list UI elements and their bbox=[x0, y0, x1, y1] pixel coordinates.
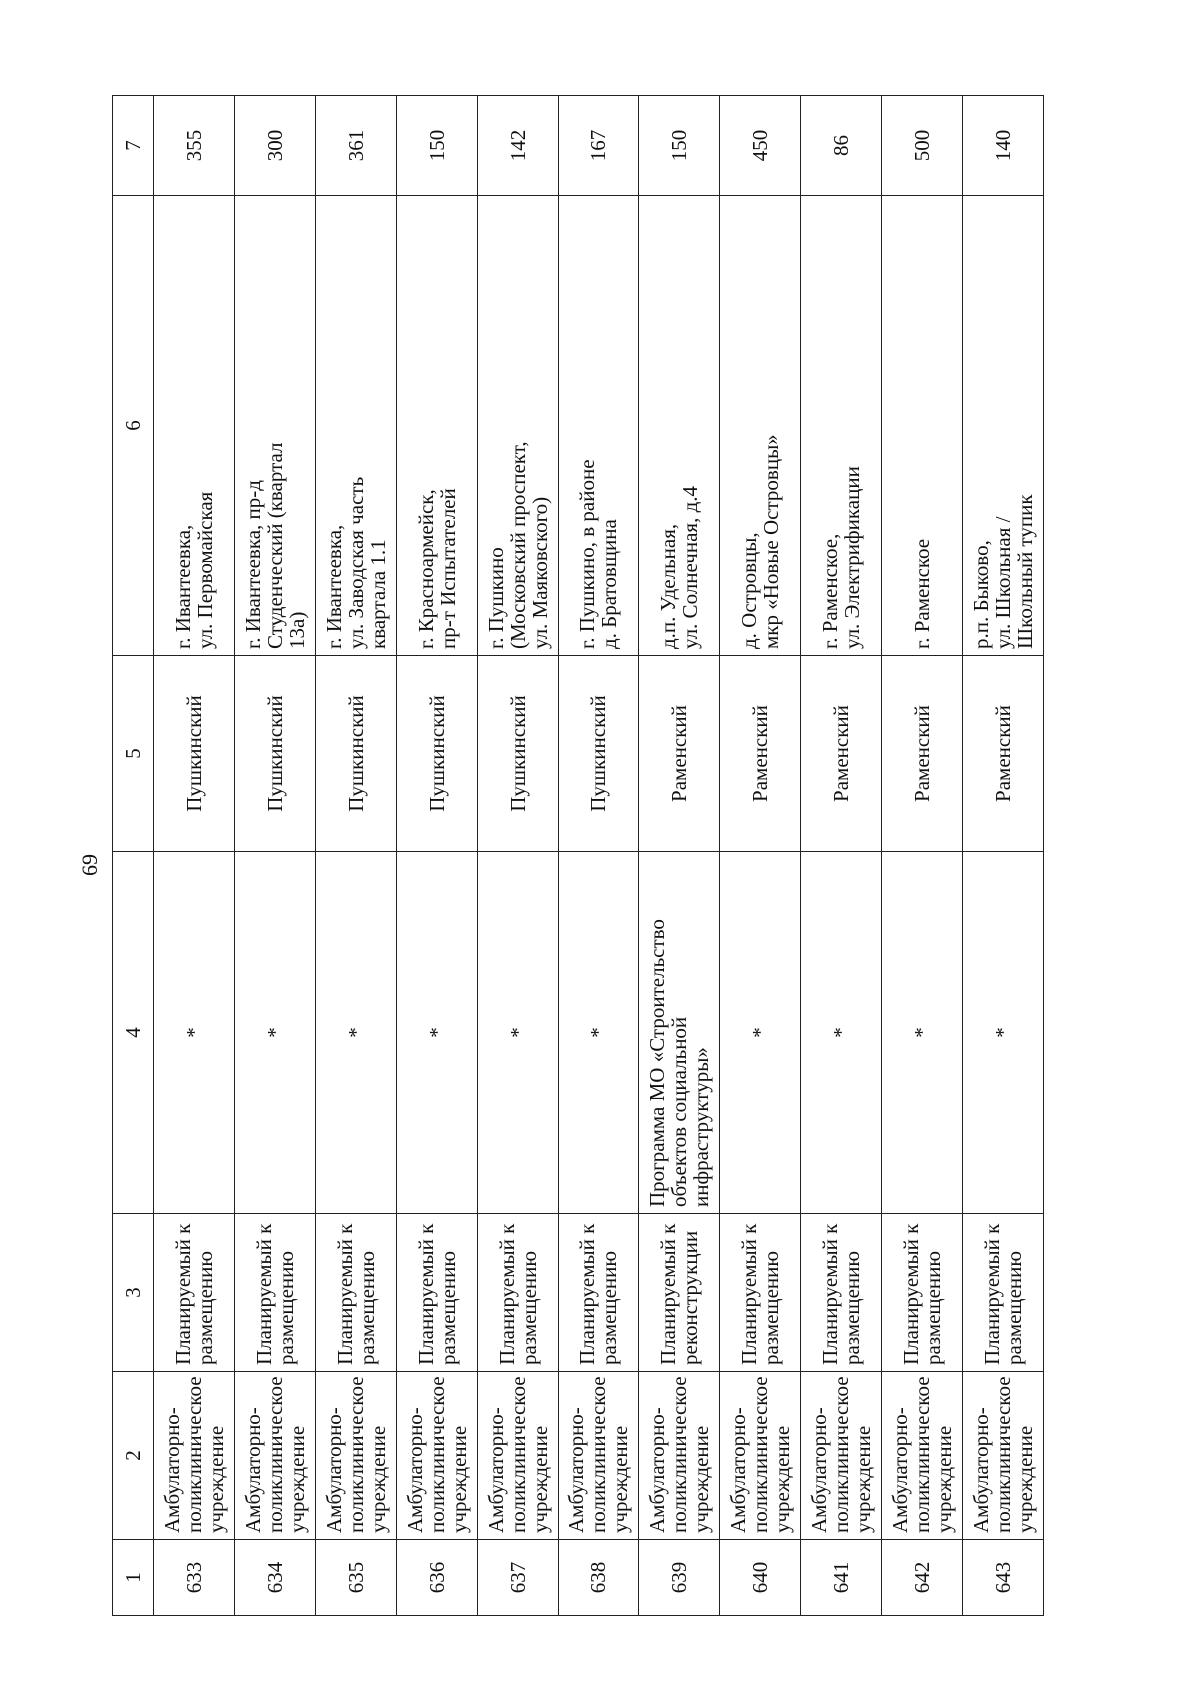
facilities-table bbox=[112, 95, 1044, 1616]
cell-district: Раменский bbox=[801, 656, 882, 852]
cell-facility-type: Амбулаторно- поликлиническое учреждение bbox=[234, 1372, 315, 1540]
cell-status: Планируемый к размещению bbox=[720, 1214, 801, 1372]
cell-address: д. Островцы, мкр «Новые Островцы» bbox=[720, 196, 801, 656]
cell-facility-type: Амбулаторно- поликлиническое учреждение bbox=[558, 1372, 639, 1540]
header-col-5: 5 bbox=[113, 656, 154, 852]
table-row bbox=[477, 96, 558, 1616]
table-row bbox=[639, 96, 720, 1616]
cell-program: * bbox=[963, 852, 1044, 1214]
table-row bbox=[154, 96, 235, 1616]
cell-address: г. Раменское, ул. Электрификации bbox=[801, 196, 882, 656]
header-col-7: 7 bbox=[113, 96, 154, 196]
cell-capacity: 150 bbox=[396, 96, 477, 196]
table-row bbox=[234, 96, 315, 1616]
cell-status: Планируемый к реконструкции bbox=[639, 1214, 720, 1372]
cell-district: Пушкинский bbox=[558, 656, 639, 852]
table-row bbox=[396, 96, 477, 1616]
header-col-3: 3 bbox=[113, 1214, 154, 1372]
cell-number: 634 bbox=[234, 1540, 315, 1616]
table-row bbox=[801, 96, 882, 1616]
cell-facility-type: Амбулаторно- поликлиническое учреждение bbox=[477, 1372, 558, 1540]
cell-address: г. Пушкино, в районе д. Братовщина bbox=[558, 196, 639, 656]
rotated-table-container bbox=[112, 96, 1044, 1616]
table-row bbox=[315, 96, 396, 1616]
table-row bbox=[963, 96, 1044, 1616]
cell-facility-type: Амбулаторно- поликлиническое учреждение bbox=[154, 1372, 235, 1540]
cell-number: 640 bbox=[720, 1540, 801, 1616]
cell-capacity: 361 bbox=[315, 96, 396, 196]
cell-program: * bbox=[154, 852, 235, 1214]
cell-facility-type: Амбулаторно- поликлиническое учреждение bbox=[963, 1372, 1044, 1540]
cell-status: Планируемый к размещению bbox=[801, 1214, 882, 1372]
cell-program: * bbox=[315, 852, 396, 1214]
cell-number: 637 bbox=[477, 1540, 558, 1616]
table-header-row bbox=[113, 96, 154, 1616]
cell-district: Раменский bbox=[639, 656, 720, 852]
table-row bbox=[558, 96, 639, 1616]
header-col-1: 1 bbox=[113, 1540, 154, 1616]
cell-address: г. Ивантеевка, пр-д Студенческий (квартал 13а) bbox=[234, 196, 315, 656]
cell-capacity: 167 bbox=[558, 96, 639, 196]
cell-number: 635 bbox=[315, 1540, 396, 1616]
cell-program: * bbox=[882, 852, 963, 1214]
cell-address: г. Ивантеевка, ул. Первомайская bbox=[154, 196, 235, 656]
cell-number: 641 bbox=[801, 1540, 882, 1616]
cell-capacity: 150 bbox=[639, 96, 720, 196]
cell-status: Планируемый к размещению bbox=[315, 1214, 396, 1372]
cell-capacity: 142 bbox=[477, 96, 558, 196]
cell-number: 638 bbox=[558, 1540, 639, 1616]
cell-capacity: 450 bbox=[720, 96, 801, 196]
cell-facility-type: Амбулаторно- поликлиническое учреждение bbox=[882, 1372, 963, 1540]
cell-address: г. Красноармейск, пр-т Испытателей bbox=[396, 196, 477, 656]
cell-address: р.п. Быково, ул. Школьная / Школьный тупик bbox=[963, 196, 1044, 656]
cell-facility-type: Амбулаторно- поликлиническое учреждение bbox=[720, 1372, 801, 1540]
cell-number: 636 bbox=[396, 1540, 477, 1616]
cell-address: д.п. Удельная, ул. Солнечная, д.4 bbox=[639, 196, 720, 656]
cell-program: * bbox=[720, 852, 801, 1214]
cell-facility-type: Амбулаторно- поликлиническое учреждение bbox=[315, 1372, 396, 1540]
table-row bbox=[720, 96, 801, 1616]
cell-number: 639 bbox=[639, 1540, 720, 1616]
table-row bbox=[882, 96, 963, 1616]
cell-capacity: 355 bbox=[154, 96, 235, 196]
cell-district: Раменский bbox=[882, 656, 963, 852]
cell-facility-type: Амбулаторно- поликлиническое учреждение bbox=[396, 1372, 477, 1540]
cell-district: Пушкинский bbox=[396, 656, 477, 852]
cell-status: Планируемый к размещению bbox=[963, 1214, 1044, 1372]
cell-capacity: 86 bbox=[801, 96, 882, 196]
cell-district: Раменский bbox=[963, 656, 1044, 852]
cell-capacity: 300 bbox=[234, 96, 315, 196]
cell-facility-type: Амбулаторно- поликлиническое учреждение bbox=[801, 1372, 882, 1540]
cell-number: 642 bbox=[882, 1540, 963, 1616]
cell-address: г. Пушкино (Московский проспект, ул. Маяковского) bbox=[477, 196, 558, 656]
cell-program: * bbox=[801, 852, 882, 1214]
cell-facility-type: Амбулаторно- поликлиническое учреждение bbox=[639, 1372, 720, 1540]
cell-number: 633 bbox=[154, 1540, 235, 1616]
cell-program: * bbox=[396, 852, 477, 1214]
cell-capacity: 140 bbox=[963, 96, 1044, 196]
header-col-2: 2 bbox=[113, 1372, 154, 1540]
cell-program: * bbox=[234, 852, 315, 1214]
cell-district: Пушкинский bbox=[154, 656, 235, 852]
page-number: 69 bbox=[77, 854, 102, 876]
header-col-6: 6 bbox=[113, 196, 154, 656]
cell-program: Программа МО «Строительство объектов социальной инфраструктуры» bbox=[639, 852, 720, 1214]
cell-number: 643 bbox=[963, 1540, 1044, 1616]
cell-district: Пушкинский bbox=[234, 656, 315, 852]
cell-address: г. Ивантеевка, ул. Заводская часть квартала 1.1 bbox=[315, 196, 396, 656]
cell-district: Раменский bbox=[720, 656, 801, 852]
cell-status: Планируемый к размещению bbox=[154, 1214, 235, 1372]
cell-district: Пушкинский bbox=[477, 656, 558, 852]
cell-address: г. Раменское bbox=[882, 196, 963, 656]
header-col-4: 4 bbox=[113, 852, 154, 1214]
cell-status: Планируемый к размещению bbox=[558, 1214, 639, 1372]
cell-capacity: 500 bbox=[882, 96, 963, 196]
cell-program: * bbox=[477, 852, 558, 1214]
cell-status: Планируемый к размещению bbox=[234, 1214, 315, 1372]
cell-status: Планируемый к размещению bbox=[882, 1214, 963, 1372]
cell-status: Планируемый к размещению bbox=[396, 1214, 477, 1372]
cell-district: Пушкинский bbox=[315, 656, 396, 852]
cell-status: Планируемый к размещению bbox=[477, 1214, 558, 1372]
cell-program: * bbox=[558, 852, 639, 1214]
